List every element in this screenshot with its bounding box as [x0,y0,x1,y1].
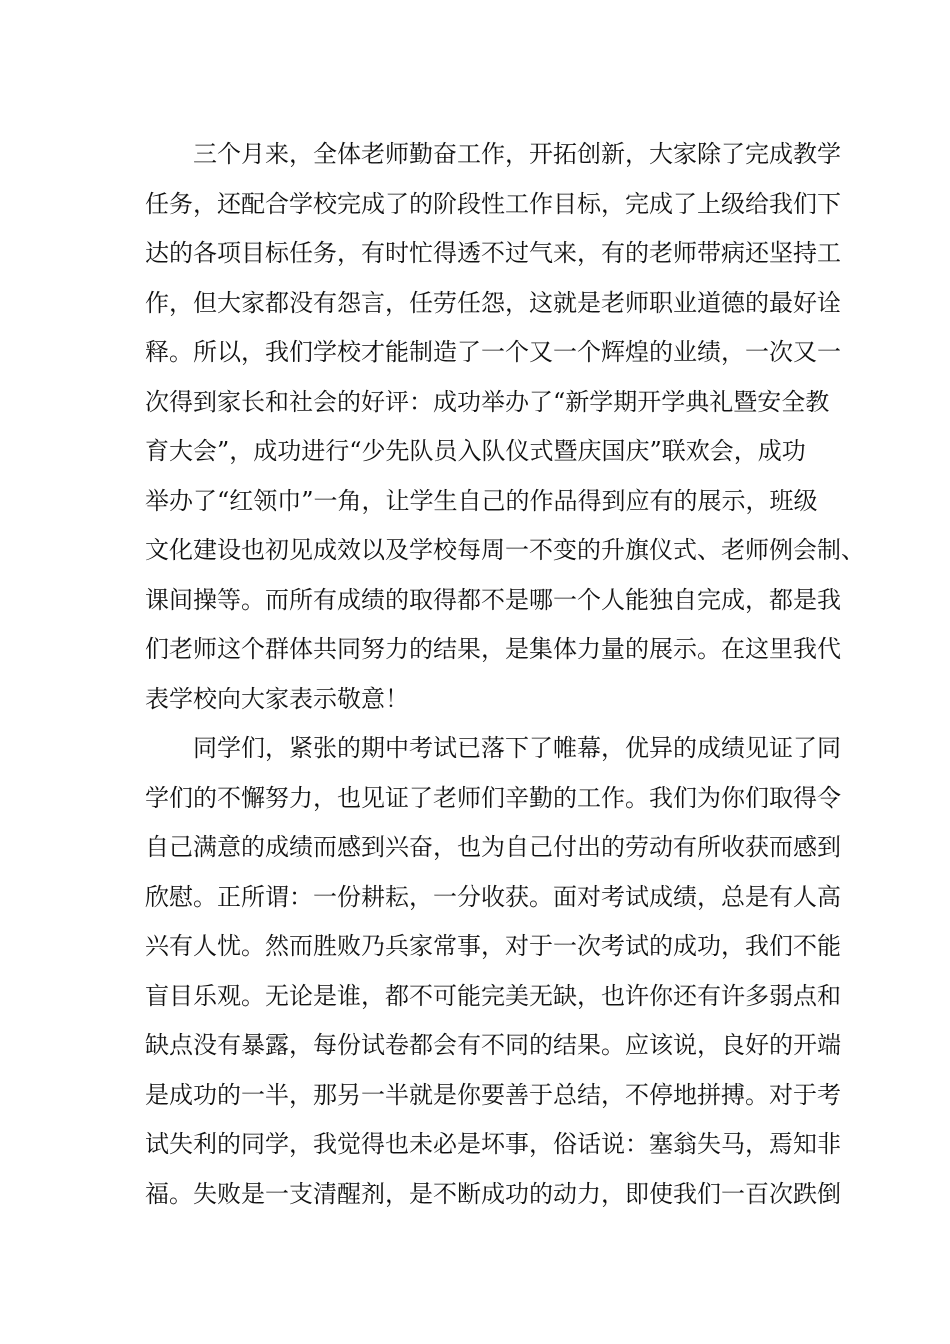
paragraph-line: 盲目乐观。无论是谁，都不可能完美无缺，也许你还有许多弱点和 [145,981,841,1010]
paragraph-line: 举办了“红领巾”一角，让学生自己的作品得到应有的展示，班级 [145,486,818,515]
paragraph-line: 自己满意的成绩而感到兴奋，也为自己付出的劳动有所收获而感到 [145,833,841,861]
paragraph-line: 缺点没有暴露，每份试卷都会有不同的结果。应该说，良好的开端 [145,1031,841,1059]
paragraph-line: 福。失败是一支清醒剂，是不断成功的动力，即使我们一百次跌倒 [145,1179,841,1208]
paragraph-line: 释。所以，我们学校才能制造了一个又一个辉煌的业绩，一次又一 [145,338,841,366]
paragraph-line: 次得到家长和社会的好评：成功举办了“新学期开学典礼暨安全教 [145,387,830,416]
paragraph-1 [145,130,865,724]
paragraph-line: 试失利的同学，我觉得也未必是坏事，俗话说：塞翁失马，焉知非 [145,1130,841,1158]
paragraph-line: 欣慰。正所谓：一份耕耘，一分收获。面对考试成绩，总是有人高 [145,882,841,911]
paragraph-line: 三个月来，全体老师勤奋工作，开拓创新，大家除了完成教学 [193,140,841,168]
paragraph-line: 课间操等。而所有成绩的取得都不是哪一个人能独自完成，都是我 [145,585,841,614]
paragraph-line: 学们的不懈努力，也见证了老师们辛勤的工作。我们为你们取得令 [145,783,841,812]
paragraph-line: 兴有人忧。然而胜败乃兵家常事，对于一次考试的成功，我们不能 [145,932,841,960]
paragraph-line: 育大会”，成功进行“少先队员入队仪式暨庆国庆”联欢会，成功 [145,437,806,465]
paragraph-line: 是成功的一半，那另一半就是你要善于总结，不停地拼搏。对于考 [145,1080,841,1109]
paragraph-line: 文化建设也初见成效以及学校每周一不变的升旗仪式、老师例会制、 [145,536,865,564]
paragraph-line: 任务，还配合学校完成了的阶段性工作目标，完成了上级给我们下 [145,189,841,218]
paragraph-line: 达的各项目标任务，有时忙得透不过气来，有的老师带病还坚持工 [145,239,841,267]
paragraph-line: 作，但大家都没有怨言，任劳任怨，这就是老师职业道德的最好诠 [145,288,841,317]
paragraph-line: 同学们，紧张的期中考试已落下了帷幕，优异的成绩见证了同 [193,734,841,762]
paragraph-line: 表学校向大家表示敬意！ [145,684,409,713]
paragraph-2 [145,724,841,1219]
paragraph-line: 们老师这个群体共同努力的结果，是集体力量的展示。在这里我代 [145,635,841,663]
document-body [145,130,865,1219]
